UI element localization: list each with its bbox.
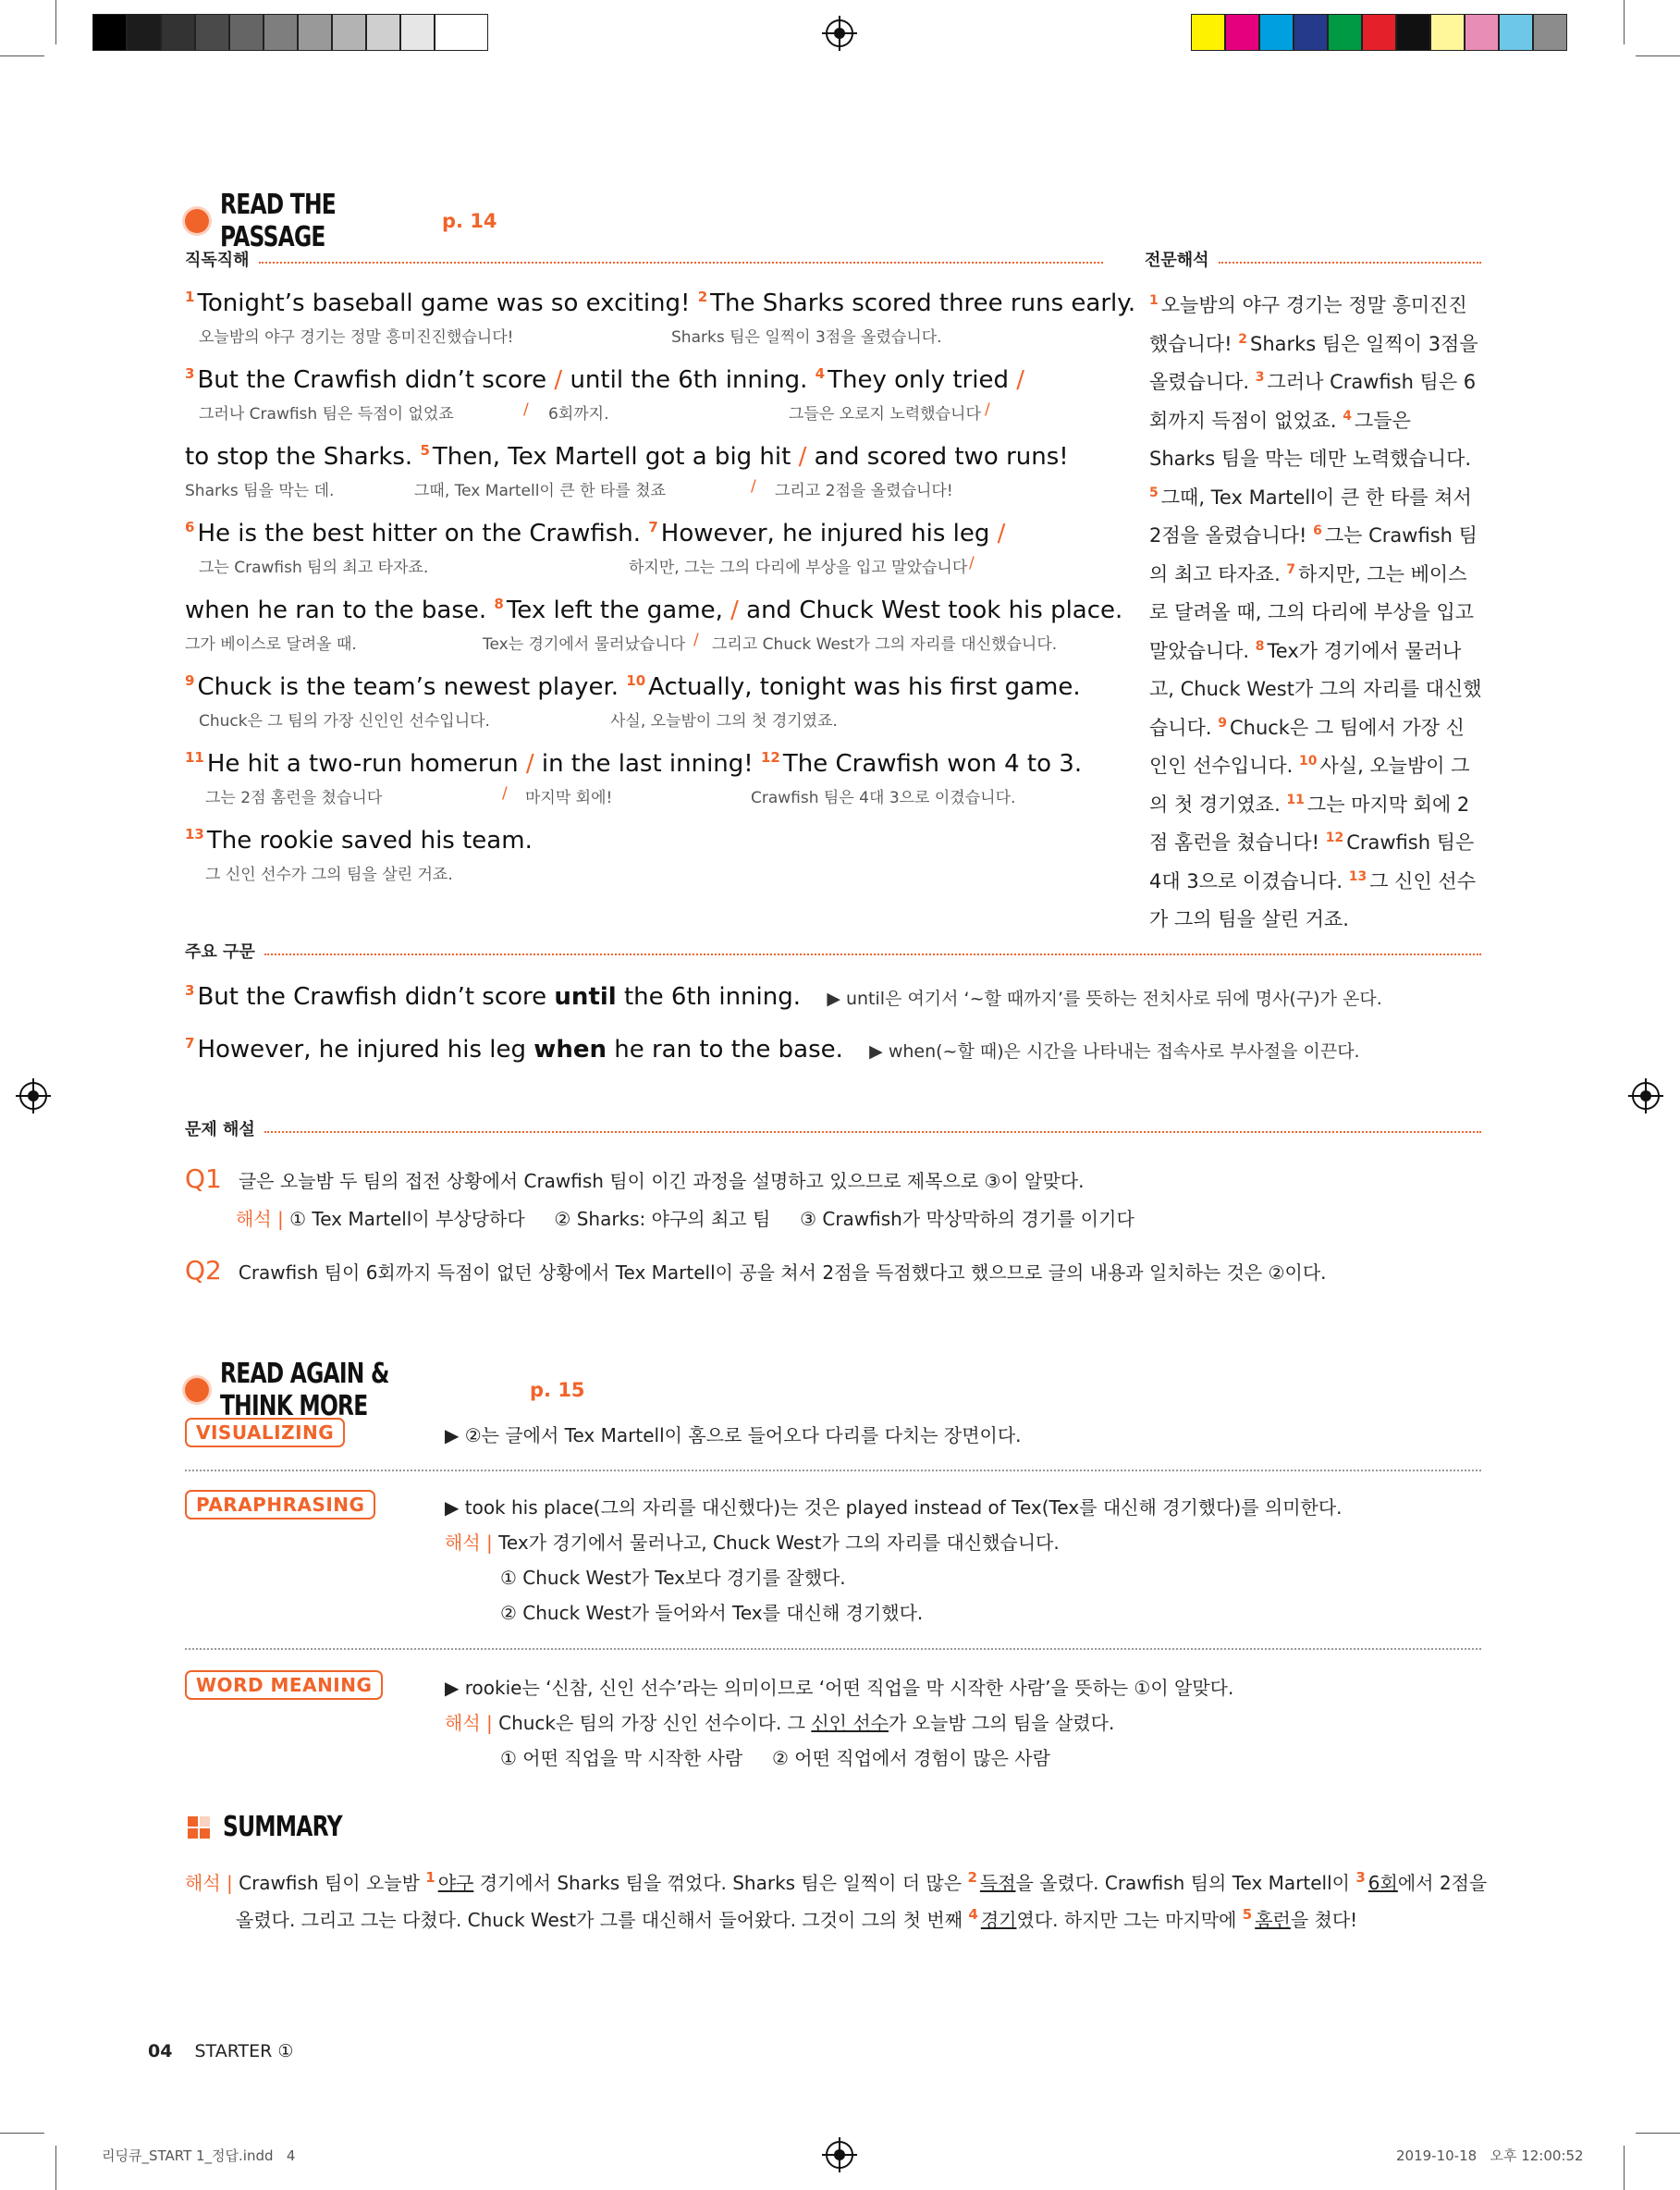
translation-sentence: 오늘밤의 야구 경기는 정말 흥미진진했습니다! xyxy=(1149,294,1467,355)
passage-translation: Crawfish 팀은 4대 3으로 이겼습니다. xyxy=(751,789,1016,807)
translation-sentence: Crawfish 팀은 4대 3으로 이겼습니다. xyxy=(1149,831,1475,892)
question-1: Q1 글은 오늘밤 두 팀의 접전 상황에서 Crawfish 팀이 이긴 과정을 설명하고 있으므로 제목으로 ③이 알맞다. xyxy=(185,1163,1085,1194)
passage-line: $^1$ Tonight’s baseball game was so exciting! $^2$ The Sharks scored three runs early. xyxy=(185,289,1136,317)
sentence-number: 6 xyxy=(1313,523,1322,538)
crop-mark xyxy=(1624,0,1625,44)
word-meaning-options: ① 어떤 직업을 막 시작한 사람 ② 어떤 직업에서 경험이 많은 사람 xyxy=(500,1747,1050,1769)
passage-translation: 그때, Tex Martell이 큰 한 타를 쳤죠 xyxy=(414,482,666,500)
visualizing-badge: VISUALIZING xyxy=(185,1418,345,1447)
translation-sentence: 그러나 Crawfish 팀은 6회까지 득점이 없었죠. xyxy=(1149,371,1477,432)
passage-line: when he ran to the base. $^8$ Tex left the game, / and Chuck West took his place. xyxy=(185,596,1123,624)
file-slug: 리딩큐_START 1_정답.indd 4 xyxy=(102,2147,296,2164)
sentence-number: 11 xyxy=(1286,792,1305,807)
passage-line: $^9$ Chuck is the team’s newest player. $^{10}$ Actually, tonight was his first game. xyxy=(185,672,1081,701)
sentence-number: 1 xyxy=(1149,293,1159,308)
section-title: READ AGAIN & THINK MORE xyxy=(220,1358,389,1422)
direct-translation-label: 직독직해 xyxy=(185,251,250,270)
sentence-number: 2 xyxy=(1238,331,1247,347)
crop-mark xyxy=(0,2133,44,2134)
passage-translation: 오늘밤의 야구 경기는 정말 흥미진진했습니다! xyxy=(199,328,514,347)
translation-sentence: 그는 마지막 회에 2점 홈런을 쳤습니다! xyxy=(1149,793,1470,854)
passage-line: to stop the Sharks. $^5$ Then, Tex Martell got a big hit / and scored two runs! xyxy=(185,442,1069,471)
visualizing-text: ▶ ②는 글에서 Tex Martell이 홈으로 들어오다 다리를 다치는 장면이다. xyxy=(445,1424,1022,1446)
key-phrases-label: 주요 구문 xyxy=(185,942,255,962)
section-title: SUMMARY xyxy=(223,1811,342,1843)
passage-translation: 그가 베이스로 달려올 때. xyxy=(185,635,357,654)
direct-translation-label-row xyxy=(185,247,1103,271)
summary-icon xyxy=(188,1816,210,1839)
passage-line: $^3$ But the Crawfish didn’t score / until the 6th inning. $^4$ They only tried / xyxy=(185,365,1025,394)
read-again-header xyxy=(185,1358,585,1422)
question-2: Q2 Crawfish 팀이 6회까지 득점이 없던 상황에서 Tex Martell이 공을 쳐서 2점을 득점했다고 했으므로 글의 내용과 일치하는 것은 ②이다. xyxy=(185,1255,1327,1286)
passage-translation: 그리고 2점을 올렸습니다! xyxy=(775,482,953,500)
passage-translation: 마지막 회에! xyxy=(525,789,613,807)
crop-mark xyxy=(0,55,44,56)
page-footer xyxy=(148,2041,293,2061)
translation-sentence: Tex가 경기에서 물러나고, Chuck West가 그의 자리를 대신했습니다. xyxy=(1149,639,1482,739)
sentence-number: 5 xyxy=(1149,485,1159,500)
full-translation-label: 전문해석 xyxy=(1145,251,1209,270)
crop-mark xyxy=(1636,2133,1680,2134)
translation-sentence: 그는 Crawfish 팀의 최고 타자죠. xyxy=(1149,524,1478,585)
paraphrasing-option: ① Chuck West가 Tex보다 경기를 잘했다. xyxy=(500,1567,846,1589)
sentence-number: 9 xyxy=(1218,715,1227,731)
passage-translation: 6회까지. xyxy=(548,405,609,424)
passage-translation: 그는 2점 홈런을 쳤습니다 xyxy=(205,789,383,807)
paraphrasing-option: ② Chuck West가 들어와서 Tex를 대신해 경기했다. xyxy=(500,1602,924,1624)
sentence-number: 7 xyxy=(1286,561,1296,577)
passage-translation: Sharks 팀을 막는 데. xyxy=(185,482,335,500)
passage-translation: 그는 Crawfish 팀의 최고 타자죠. xyxy=(199,559,429,577)
section-page: p. 15 xyxy=(530,1379,585,1401)
word-meaning-badge: WORD MEANING xyxy=(185,1670,383,1700)
book-title: STARTER ① xyxy=(194,2041,294,2061)
sentence-number: 10 xyxy=(1299,754,1318,769)
translation-sentence: 그때, Tex Martell이 큰 한 타를 쳐서 2점을 올렸습니다! xyxy=(1149,486,1472,547)
passage-translation: Tex는 경기에서 물러났습니다 xyxy=(483,635,686,654)
sentence-number: 3 xyxy=(1255,370,1265,385)
word-meaning-translation: 해석 | Chuck은 팀의 가장 신인 선수이다. 그 신인 선수가 오늘밤 그의 팀을 살렸다. xyxy=(445,1712,1115,1734)
passage-translation: 그 신인 선수가 그의 팀을 살린 거죠. xyxy=(205,866,453,884)
passage-translation: 그러나 Crawfish 팀은 득점이 없었죠 xyxy=(199,405,454,424)
problems-label: 문제 해설 xyxy=(185,1120,255,1139)
translation-sentence: 하지만, 그는 베이스로 달려올 때, 그의 다리에 부상을 입고 말았습니다. xyxy=(1149,562,1475,662)
crop-mark xyxy=(1636,55,1680,56)
sentence-number: 4 xyxy=(1343,408,1353,424)
full-translation xyxy=(1149,287,1482,940)
crop-mark xyxy=(55,2146,56,2190)
problems-label-row xyxy=(185,1116,1481,1140)
section-bullet-icon xyxy=(185,209,209,233)
passage-translation: Sharks 팀은 일찍이 3점을 올렸습니다. xyxy=(671,328,942,347)
passage-translation: 하지만, 그는 그의 다리에 부상을 입고 말았습니다 xyxy=(629,559,968,577)
passage-translation: Chuck은 그 팀의 가장 신인인 선수입니다. xyxy=(199,712,490,731)
passage-line: $^{13}$ The rookie saved his team. xyxy=(185,826,533,855)
sentence-number: 8 xyxy=(1255,638,1265,654)
paraphrasing-badge: PARAPHRASING xyxy=(185,1490,375,1519)
word-meaning-text: ▶ rookie는 ‘신참, 신인 선수’라는 의미이므로 ‘어떤 직업을 막 시작한 사람’을 뜻하는 ①이 알맞다. xyxy=(445,1677,1234,1699)
read-passage-header xyxy=(185,189,497,253)
sentence-number: 12 xyxy=(1325,830,1344,845)
paraphrasing-translation: 해석 | Tex가 경기에서 물러나고, Chuck West가 그의 자리를 대신했습니다. xyxy=(445,1532,1060,1554)
translation-sentence: 사실, 오늘밤이 그의 첫 경기였죠. xyxy=(1149,755,1470,816)
passage-translation: 그들은 오로지 노력했습니다 xyxy=(789,405,981,424)
divider xyxy=(185,1648,1481,1650)
paraphrasing-text: ▶ took his place(그의 자리를 대신했다)는 것은 played instead of Tex(Tex를 대신해 경기했다)를 의미한다. xyxy=(445,1496,1343,1519)
translation-sentence: Chuck은 그 팀에서 가장 신인인 선수입니다. xyxy=(1149,716,1465,777)
file-date: 2019-10-18 오후 12:00:52 xyxy=(1396,2147,1584,2164)
passage-line: $^{11}$ He hit a two-run homerun / in the last inning! $^{12}$ The Crawfish won 4 to 3. xyxy=(185,749,1083,778)
key-phrase: $^3$ But the Crawfish didn’t score until the 6th inning. ▶ until은 여기서 ‘~할 때까지’를 뜻하는 전치사로 뒤에 명사(구)가 온다. xyxy=(185,982,1382,1011)
passage-translation: 그리고 Chuck West가 그의 자리를 대신했습니다. xyxy=(712,635,1058,654)
registration-mark-icon xyxy=(826,2141,853,2169)
full-translation-label-row xyxy=(1145,247,1481,271)
section-page: p. 14 xyxy=(442,210,497,232)
question-1-translation: 해석 | ① Tex Martell이 부상당하다 ② Sharks: 야구의 최고 팀 ③ Crawfish가 막상막하의 경기를 이기다 xyxy=(236,1208,1134,1230)
section-bullet-icon xyxy=(185,1378,209,1402)
registration-mark-icon xyxy=(19,1082,47,1110)
crop-mark xyxy=(1624,2146,1625,2190)
divider xyxy=(185,1470,1481,1471)
summary-header xyxy=(188,1811,375,1843)
key-phrases-label-row xyxy=(185,939,1481,963)
passage-line: $^6$ He is the best hitter on the Crawfish. $^7$ However, he injured his leg / xyxy=(185,519,1006,548)
registration-mark-icon xyxy=(1632,1082,1660,1110)
summary-line: 해석 | Crawfish 팀이 오늘밤 $^1$ 야구 경기에서 Sharks 팀을 꺾었다. Sharks 팀은 일찍이 더 많은 $^2$ 득점을 올렸다. Crawfish 팀의 Tex Martell이 $^3$ 6회에서 2점을 xyxy=(185,1869,1488,1894)
key-phrase: $^7$ However, he injured his leg when he ran to the base. ▶ when(~할 때)은 시간을 나타내는 접속사로 부사절을 이끈다. xyxy=(185,1035,1360,1064)
section-title: READ THE PASSAGE xyxy=(220,189,336,253)
registration-mark-icon xyxy=(826,19,853,47)
summary-line: 올렸다. 그리고 그는 다쳤다. Chuck West가 그를 대신해서 들어왔다. 그것이 그의 첫 번째 $^4$ 경기였다. 하지만 그는 마지막에 $^5$ 홈런을 쳤다! xyxy=(236,1906,1358,1931)
translation-sentence: 그 신인 선수가 그의 팀을 살린 거죠. xyxy=(1149,869,1476,930)
translation-sentence: Sharks 팀은 일찍이 3점을 올렸습니다. xyxy=(1149,332,1478,393)
page-number: 04 xyxy=(148,2041,173,2061)
crop-mark xyxy=(55,0,56,44)
passage-translation: 사실, 오늘밤이 그의 첫 경기였죠. xyxy=(610,712,838,731)
translation-sentence: 그들은 Sharks 팀을 막는 데만 노력했습니다. xyxy=(1149,409,1472,470)
sentence-number: 13 xyxy=(1348,868,1367,884)
